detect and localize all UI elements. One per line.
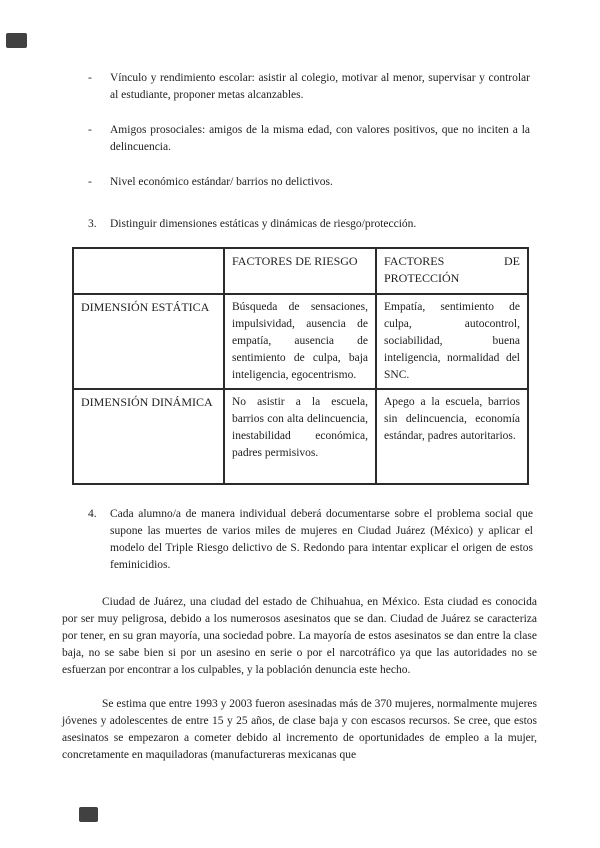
scan-artifact-bottom-icon [79, 807, 98, 822]
bullet-item-vinculo [88, 70, 530, 104]
table-header-row [73, 248, 528, 294]
table-header-riesgo: FACTORES DE RIESGO [224, 248, 376, 294]
bullet-marker: - [88, 124, 92, 136]
risk-protection-table [72, 247, 529, 485]
table-header-empty [73, 248, 224, 294]
cell-riesgo-estatica: Búsqueda de sensaciones, impulsividad, ausencia de empatía, ausencia de sentimiento de culpa, baja inteligencia, egocentrismo. [224, 294, 376, 389]
bullet-text: Nivel económico estándar/ barrios no delictivos. [110, 176, 333, 188]
bullet-item-amigos [88, 122, 530, 156]
table-header-proteccion: FACTORES DE PROTECCIÓN [376, 248, 528, 294]
table-row-dinamica [73, 389, 528, 484]
table-row-estatica [73, 294, 528, 389]
row-label: DIMENSIÓN DINÁMICA [73, 389, 224, 484]
cell-proteccion-estatica: Empatía, sentimiento de culpa, autocontrol, sociabilidad, buena inteligencia, normalidad del SNC. [376, 294, 528, 389]
bullet-list [0, 70, 600, 191]
cell-riesgo-dinamica: No asistir a la escuela, barrios con alta delincuencia, inestabilidad económica, padres permisivos. [224, 389, 376, 484]
numbered-item-4 [88, 506, 533, 574]
bullet-item-nivel [88, 174, 530, 191]
paragraph-estadisticas: Se estima que entre 1993 y 2003 fueron asesinadas más de 370 mujeres, normalmente mujeres jóvenes y adolescentes de entre 15 y 25 años, de clase baja y con escasos recursos. Se cree, que estos asesinatos se empezaron a cometer debido al incremento de oportunidades de empleo a la mujer, concretamente en maquiladoras (manufactureras mexicanas que [62, 698, 537, 761]
cell-proteccion-dinamica: Apego a la escuela, barrios sin delincuencia, economía estándar, padres autoritarios. [376, 389, 528, 484]
row-label: DIMENSIÓN ESTÁTICA [73, 294, 224, 389]
paragraph-ciudad-juarez: Ciudad de Juárez, una ciudad del estado de Chihuahua, en México. Esta ciudad es conocida por ser muy peligrosa, debido a los numerosos asesinatos que se dan. Ciudad de Juárez se caracteriza por tener, en su gran mayoría, una sociedad pobre. La mayoría de estos asesinatos se dan entre la clase baja, no se sabe bien si por un asesino en serie o por el narcotráfico ya que las autoridades no se esfuerzan por encontrar a los culpables, y la población denuncia este hecho. [62, 596, 537, 676]
bullet-text: Amigos prosociales: amigos de la misma edad, con valores positivos, que no inciten a la delincuencia. [110, 124, 530, 153]
item-text: Distinguir dimensiones estáticas y dinámicas de riesgo/protección. [110, 218, 417, 230]
item-number: 3. [88, 218, 97, 230]
bullet-marker: - [88, 176, 92, 188]
numbered-item-3 [88, 216, 533, 233]
bullet-marker: - [88, 72, 92, 84]
item-number: 4. [88, 508, 97, 520]
bullet-text: Vínculo y rendimiento escolar: asistir al colegio, motivar al menor, supervisar y controlar al estudiante, proponer metas alcanzables. [110, 72, 530, 101]
item-text: Cada alumno/a de manera individual deberá documentarse sobre el problema social que supone las muertes de varios miles de mujeres en Ciudad Juárez (México) y aplicar el modelo del Triple Riesgo delictivo de S. Redondo para intentar explicar el origen de estos feminicidios. [110, 508, 533, 571]
